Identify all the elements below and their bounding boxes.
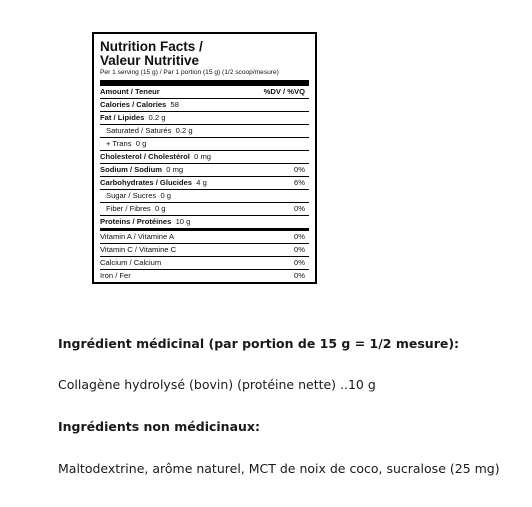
fiber-pct: 0% (294, 204, 305, 213)
serving-size: Per 1 serving (15 g) / Par 1 portion (15 g) (1/2 scoop/mesure) (100, 69, 279, 76)
non-medicinal-ingredients-heading: Ingrédients non médicinaux: (58, 419, 260, 434)
protein-label: Proteins / Protéines (100, 217, 172, 226)
cholesterol-label: Cholesterol / Cholestérol (100, 152, 190, 161)
sugars-value: 0 g (160, 191, 172, 200)
non-medicinal-ingredients-text: Maltodextrine, arôme naturel, MCT de noix de coco, sucralose (25 mg) (58, 461, 500, 476)
vitamin-a-row (100, 231, 309, 244)
vitamin-c-label: Vitamin C / Vitamine C (100, 245, 177, 254)
iron-label: Iron / Fer (100, 271, 131, 280)
carbohydrate-pct: 6% (294, 178, 305, 187)
iron-row (100, 270, 309, 282)
calcium-row (100, 257, 309, 270)
carbohydrate-label: Carbohydrates / Glucides (100, 178, 192, 187)
medicinal-ingredient-heading: Ingrédient médicinal (par portion de 15 g = 1/2 mesure): (58, 336, 460, 351)
protein-value: 10 g (175, 217, 191, 226)
cholesterol-row (100, 151, 309, 164)
fat-label: Fat / Lipides (100, 113, 145, 122)
protein-row (100, 216, 309, 228)
calories-label: Calories / Calories (100, 100, 167, 109)
iron-pct: 0% (294, 271, 305, 280)
trans-value: 0 g (135, 139, 147, 148)
trans-label: + Trans (106, 139, 132, 148)
calories-row (100, 99, 309, 112)
calories-value: 58 (170, 100, 179, 109)
fat-row (100, 112, 309, 125)
saturated-label: Saturated / Saturés (106, 126, 172, 135)
medicinal-ingredient-text: Collagène hydrolysé (bovin) (protéine nette) ..10 g (58, 377, 376, 392)
sugars-row (100, 190, 309, 203)
trans-row (100, 138, 309, 151)
amount-header-row (100, 86, 309, 99)
vitamin-c-pct: 0% (294, 245, 305, 254)
nutrition-title-en: Nutrition Facts / (100, 39, 203, 54)
calcium-pct: 0% (294, 258, 305, 267)
saturated-row (100, 125, 309, 138)
carbohydrate-row (100, 177, 309, 190)
fat-value: 0.2 g (148, 113, 166, 122)
fiber-row (100, 203, 309, 216)
sugars-label: Sugar / Sucres (106, 191, 157, 200)
carbohydrate-value: 4 g (196, 178, 207, 187)
fiber-label: Fiber / Fibres (106, 204, 151, 213)
sodium-value: 0 mg (166, 165, 184, 174)
vitamin-a-label: Vitamin A / Vitamine A (100, 232, 175, 241)
saturated-value: 0.2 g (175, 126, 193, 135)
cholesterol-value: 0 mg (194, 152, 212, 161)
nutrition-title-fr: Valeur Nutritive (100, 53, 200, 68)
dv-header: %DV / %VQ (263, 87, 305, 96)
fiber-value: 0 g (154, 204, 166, 213)
sodium-row (100, 164, 309, 177)
vitamin-c-row (100, 244, 309, 257)
sodium-label: Sodium / Sodium (100, 165, 163, 174)
vitamin-a-pct: 0% (294, 232, 305, 241)
nutrition-facts-table (92, 32, 317, 284)
calcium-label: Calcium / Calcium (100, 258, 162, 267)
sodium-pct: 0% (294, 165, 305, 174)
amount-header: Amount / Teneur (100, 87, 160, 96)
